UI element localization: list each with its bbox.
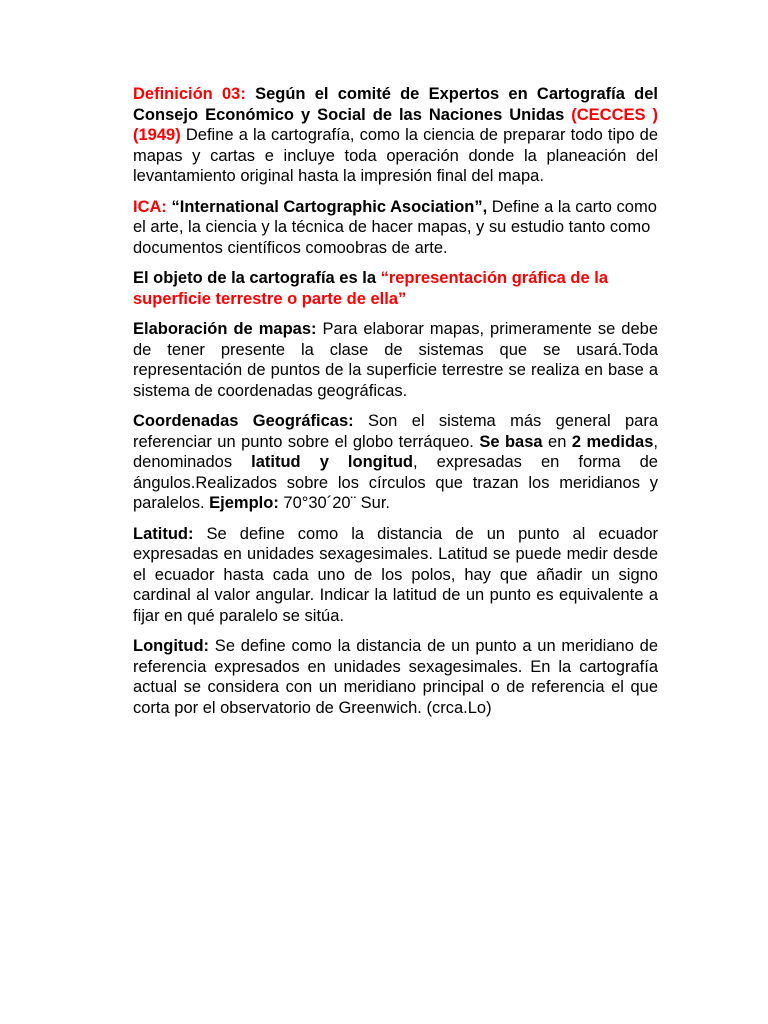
paragraph-objeto bbox=[133, 268, 658, 309]
paragraph-definicion-03 bbox=[133, 84, 658, 187]
longitud-heading: Longitud: bbox=[133, 637, 210, 655]
paragraph-ica bbox=[133, 197, 658, 259]
ejemplo-label: Ejemplo: bbox=[209, 494, 279, 512]
coordenadas-bold: Se basa bbox=[479, 432, 543, 451]
definition-label: Definición 03: bbox=[133, 85, 246, 103]
coordenadas-bold: latitud y longitud bbox=[251, 453, 413, 471]
elaboracion-text: Para elaborar mapas, primeramente se debe de tener presente la clase de sistemas que se usará.Toda representación de puntos de la superficie terrestre se realiza en base a sistema de coordenadas geográficas. bbox=[133, 320, 658, 400]
elaboracion-heading: Elaboración de mapas: bbox=[133, 320, 317, 338]
objeto-intro: El objeto de la cartografía es la bbox=[133, 269, 376, 287]
coordenadas-text: , denominados bbox=[133, 432, 659, 471]
paragraph-coordenadas bbox=[133, 411, 658, 514]
coordenadas-heading: Coordenadas Geográficas: bbox=[133, 412, 354, 430]
objeto-quote: “representación gráfica de la superficie terrestre o parte de ella” bbox=[133, 269, 609, 308]
latitud-heading: Latitud: bbox=[133, 524, 194, 543]
definition-source: Según el comité de Expertos en Cartografía del Consejo Económico y Social de las Naciones Unidas bbox=[133, 85, 658, 124]
paragraph-longitud bbox=[133, 636, 658, 718]
definition-text: Define a la cartografía, como la ciencia de preparar todo tipo de mapas y cartas e incluye toda operación donde la planeación del levantamiento original hasta la impresión final del mapa. bbox=[133, 126, 658, 185]
space bbox=[246, 85, 255, 103]
paragraph-elaboracion bbox=[133, 319, 658, 401]
latitud-text: Se define como la distancia de un punto al ecuador expresadas en unidades sexagesimales. Latitud se puede medir desde el ecuador hasta cada uno de los polos, hay que añadir un signo cardinal al valor angular. Indicar la latitud de un punto es equivalente a fijar en qué paralelo se sitúa. bbox=[133, 524, 658, 625]
ejemplo-value: 70°30´20¨ Sur. bbox=[278, 494, 390, 512]
ica-name: “International Cartographic Asociation”, bbox=[171, 197, 488, 216]
definition-acronym-year: (CECCES )(1949) bbox=[133, 105, 658, 144]
paragraph-latitud bbox=[133, 524, 658, 627]
longitud-text: Se define como la distancia de un punto a un meridiano de referencia expresados en unidades sexagesimales. En la cartografía actual se considera con un meridiano principal o de referencia el que corta por el observatorio de Greenwich. (crca.Lo) bbox=[133, 637, 658, 717]
coordenadas-text: Son el sistema más general para referenciar un punto sobre el globo terráqueo. bbox=[133, 412, 659, 451]
coordenadas-text: , expresadas en forma de ángulos.Realizados sobre los círculos que trazan los meridianos y paralelos. bbox=[133, 453, 658, 512]
document-page bbox=[133, 84, 658, 728]
coordenadas-text: en bbox=[542, 432, 572, 451]
coordenadas-bold: 2 medidas bbox=[571, 432, 654, 451]
ica-text: Define a la carto como el arte, la ciencia y la técnica de hacer mapas, y su estudio tanto como documentos científicos comoobras de arte. bbox=[133, 197, 657, 257]
ica-label: ICA: bbox=[133, 197, 167, 216]
